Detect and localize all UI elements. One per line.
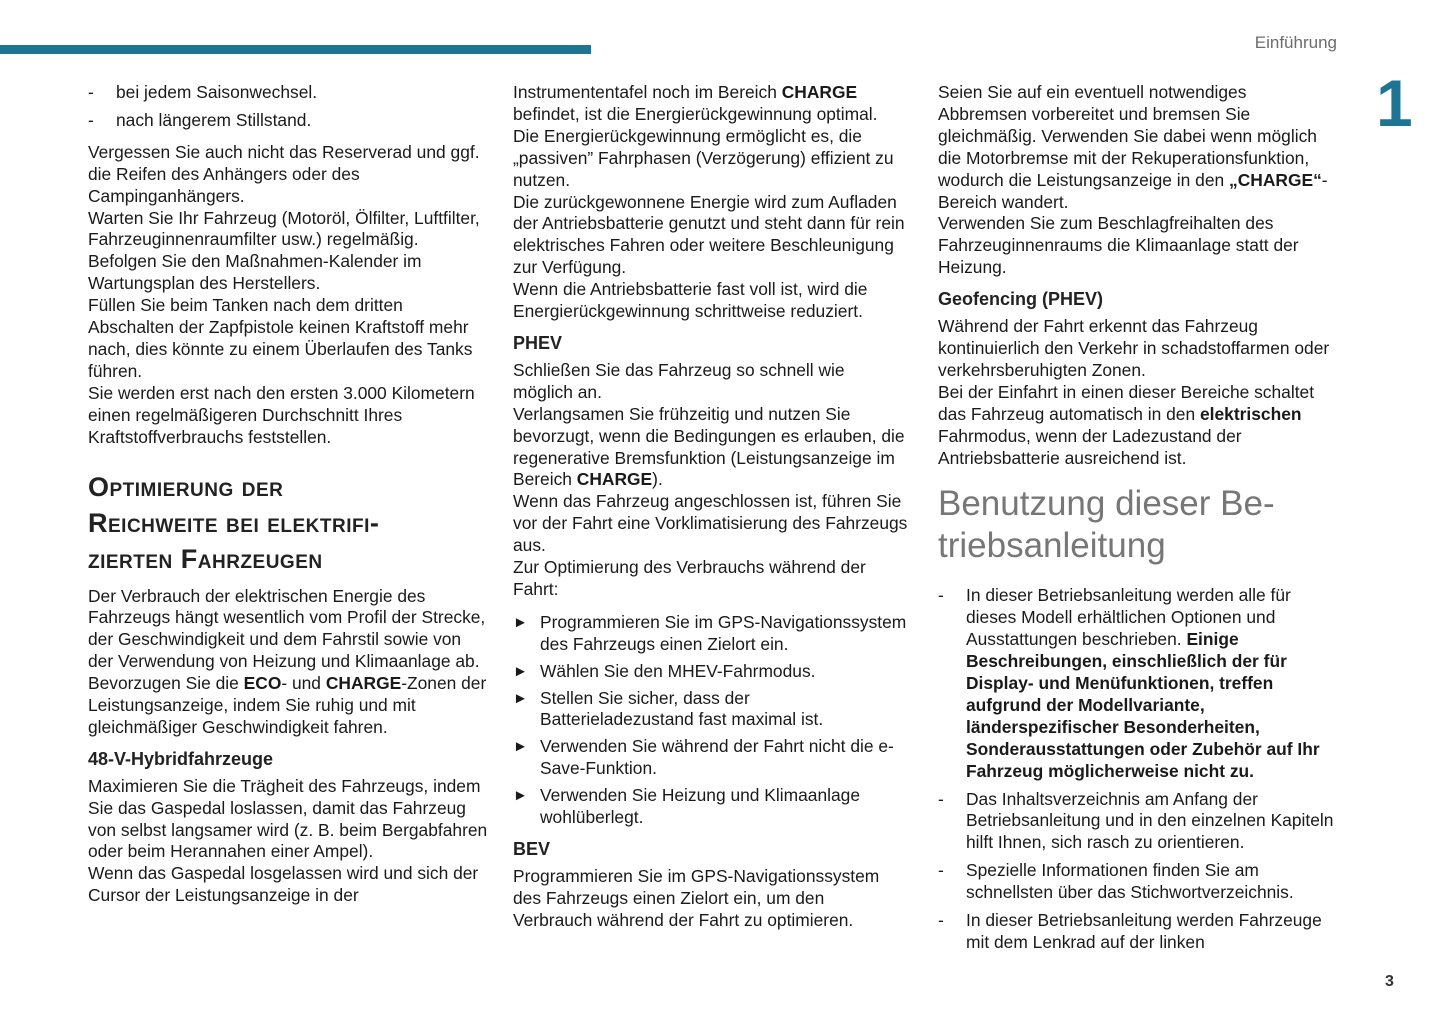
paragraph: Der Verbrauch der elektrischen Energie des Fahrzeugs hängt wesentlich vom Profil der Strecke, der Geschwindigkeit und dem Fahrstil sowie von der Verwendung von Heizung und Klimaanlage ab. <box>88 585 486 672</box>
heading-line: Benutzung dieser Be- <box>938 484 1275 524</box>
triangle-bullet-icon: ► <box>513 662 528 680</box>
paragraph: Sie werden erst nach den ersten 3.000 Kilometern einen regelmäßigeren Durchschnitt Ihres Kraftstoffverbrauchs feststellen. <box>88 382 475 447</box>
triangle-bullet-icon: ► <box>513 787 528 805</box>
paragraph: Zur Optimierung des Verbrauchs während der Fahrt: <box>513 557 866 599</box>
paragraph: Füllen Sie beim Tanken nach dem dritten Abschalten der Zapfpistole keinen Kraftstoff mehr nach, dies könnte zu einem Überlaufen des Tanks führen. <box>88 295 473 381</box>
triangle-bullet-icon: ► <box>513 613 528 631</box>
dash-bullet: - <box>938 585 944 606</box>
dash-bullet: - <box>938 860 944 881</box>
heading-line: triebsanleitung <box>938 526 1166 566</box>
list-item-text: In dieser Betriebsanleitung werden alle für dieses Modell erhältlichen Optionen und Ausstattungen beschrieben. Einige Beschreibungen, einschließlich der für Display- und Menüfunktionen, treffen aufgrund der Modellvariante, länderspezifischer Besonderheiten, Sonderausstattungen oder Zubehör auf Ihr Fahrzeug möglicherweise nicht zu. <box>966 585 1320 781</box>
list-item <box>938 910 1338 954</box>
list-item-text: In dieser Betriebsanleitung werden Fahrzeuge mit dem Lenkrad auf der linken <box>966 910 1322 952</box>
list-item-text: Das Inhaltsverzeichnis am Anfang der Betriebsanleitung und in den einzelnen Kapiteln hilft Ihnen, sich rasch zu orientieren. <box>966 788 1334 853</box>
heading-line: Reichweite bei elektrifi- <box>88 507 380 538</box>
paragraph: Wenn das Gaspedal losgelassen wird und sich der Cursor der Leistungsanzeige in der <box>88 863 479 906</box>
paragraph: Warten Sie Ihr Fahrzeug (Motoröl, Ölfilter, Luftfilter, Fahrzeuginnenraumfilter usw.) regelmäßig. Befolgen Sie den Maßnahmen-Kalender im Wartungsplan des Herstellers. <box>88 207 480 294</box>
triangle-bullet-icon: ► <box>513 689 528 707</box>
subheading: PHEV <box>513 332 563 353</box>
list-item-text: bei jedem Saisonwechsel. <box>116 82 318 102</box>
column-3 <box>938 82 1338 960</box>
list-item <box>513 785 908 829</box>
page-number: 3 <box>1385 973 1394 990</box>
heading-line: Optimierung der <box>88 471 284 502</box>
dash-bullet: - <box>938 788 944 809</box>
list-item <box>513 688 908 732</box>
list-item-text: Verwenden Sie während der Fahrt nicht die e-Save-Funktion. <box>540 736 894 779</box>
paragraph: Die zurückgewonnene Energie wird zum Aufladen der Antriebsbatterie genutzt und steht dann für rein elektrisches Fahren oder weitere Beschleunigung zur Verfügung. <box>513 191 905 278</box>
paragraph: Wenn die Antriebsbatterie fast voll ist, wird die Energierückgewinnung schrittweise reduziert. <box>513 279 868 322</box>
section-heading <box>938 483 1338 567</box>
list-item-text: Spezielle Informationen finden Sie am schnellsten über das Stichwortverzeichnis. <box>966 860 1294 903</box>
paragraph: Schließen Sie das Fahrzeug so schnell wie möglich an. <box>513 359 845 402</box>
subheading: Geofencing (PHEV) <box>938 289 1104 310</box>
list-item <box>88 110 488 132</box>
column-2 <box>513 82 908 932</box>
paragraph: Verlangsamen Sie frühzeitig und nutzen Sie bevorzugt, wenn die Bedingungen es erlauben, die regenerative Bremsfunktion (Leistungsanzeige im Bereich CHARGE). <box>513 403 905 490</box>
paragraph: Bei der Einfahrt in einen dieser Bereiche schaltet das Fahrzeug automatisch in den elektrischen Fahrmodus, wenn der Ladezustand der Antriebsbatterie ausreichend ist. <box>938 381 1315 468</box>
paragraph: Seien Sie auf ein eventuell notwendiges Abbremsen vorbereitet und bremsen Sie gleichmäßig. Verwenden Sie dabei wenn möglich die Motorbremse mit der Rekuperationsfunktion, wodurch die Leistungsanzeige in den „CHARGE“-Bereich wandert. <box>938 82 1328 212</box>
paragraph: Bevorzugen Sie die ECO- und CHARGE-Zonen der Leistungsanzeige, indem Sie ruhig und mit gleichmäßiger Geschwindigkeit fahren. <box>88 673 487 737</box>
dash-bullet: - <box>88 82 94 102</box>
list-item-text: Verwenden Sie Heizung und Klimaanlage wohlüberlegt. <box>540 785 861 828</box>
list-item <box>88 82 488 104</box>
paragraph: Maximieren Sie die Trägheit des Fahrzeugs, indem Sie das Gaspedal loslassen, damit das Fahrzeug von selbst langsamer wird (z. B. beim Bergabfahren oder beim Herannahen einer Ampel). <box>88 775 488 862</box>
paragraph: Programmieren Sie im GPS-Navigationssystem des Fahrzeugs einen Zielort ein, um den Verbrauch während der Fahrt zu optimieren. <box>513 865 880 930</box>
paragraph: Instrumententafel noch im Bereich CHARGE befindet, ist die Energierückgewinnung optimal. <box>513 82 878 124</box>
list-item <box>938 789 1338 855</box>
list-item <box>938 585 1338 782</box>
triangle-bullet-icon: ► <box>513 738 528 756</box>
column-1 <box>88 82 488 907</box>
chapter-number: 1 <box>1376 66 1413 140</box>
dash-bullet: - <box>88 109 94 130</box>
list-item <box>938 860 1338 904</box>
list-item <box>513 612 908 656</box>
paragraph: Vergessen Sie auch nicht das Reserverad und ggf. die Reifen des Anhängers oder des Campinganhängers. <box>88 141 480 206</box>
dash-bullet: - <box>938 910 944 931</box>
header-accent-bar <box>0 45 591 54</box>
list-item <box>513 661 908 683</box>
list-item-text: Programmieren Sie im GPS-Navigationssystem des Fahrzeugs einen Zielort ein. <box>540 611 907 654</box>
list-item <box>513 736 908 780</box>
paragraph: Wenn das Fahrzeug angeschlossen ist, führen Sie vor der Fahrt eine Vorklimatisierung des Fahrzeugs aus. <box>513 491 908 556</box>
heading-line: zierten Fahrzeugen <box>88 543 323 574</box>
list-item-text: Stellen Sie sicher, dass der Batterieladezustand fast maximal ist. <box>540 687 824 730</box>
paragraph: Verwenden Sie zum Beschlagfreihalten des Fahrzeuginnenraums die Klimaanlage statt der Heizung. <box>938 213 1299 278</box>
paragraph: Während der Fahrt erkennt das Fahrzeug kontinuierlich den Verkehr in schadstoffarmen oder verkehrsberuhigten Zonen. <box>938 316 1330 380</box>
list-item-text: Wählen Sie den MHEV-Fahrmodus. <box>540 660 816 681</box>
paragraph: Die Energierückgewinnung ermöglicht es, die „passiven” Fahrphasen (Verzögerung) effizient zu nutzen. <box>513 125 894 190</box>
subheading: 48-V-Hybridfahrzeuge <box>88 748 274 769</box>
section-title: Einführung <box>1254 33 1337 52</box>
subheading: BEV <box>513 839 551 859</box>
section-heading <box>88 469 488 577</box>
list-item-text: nach längerem Stillstand. <box>116 109 312 130</box>
